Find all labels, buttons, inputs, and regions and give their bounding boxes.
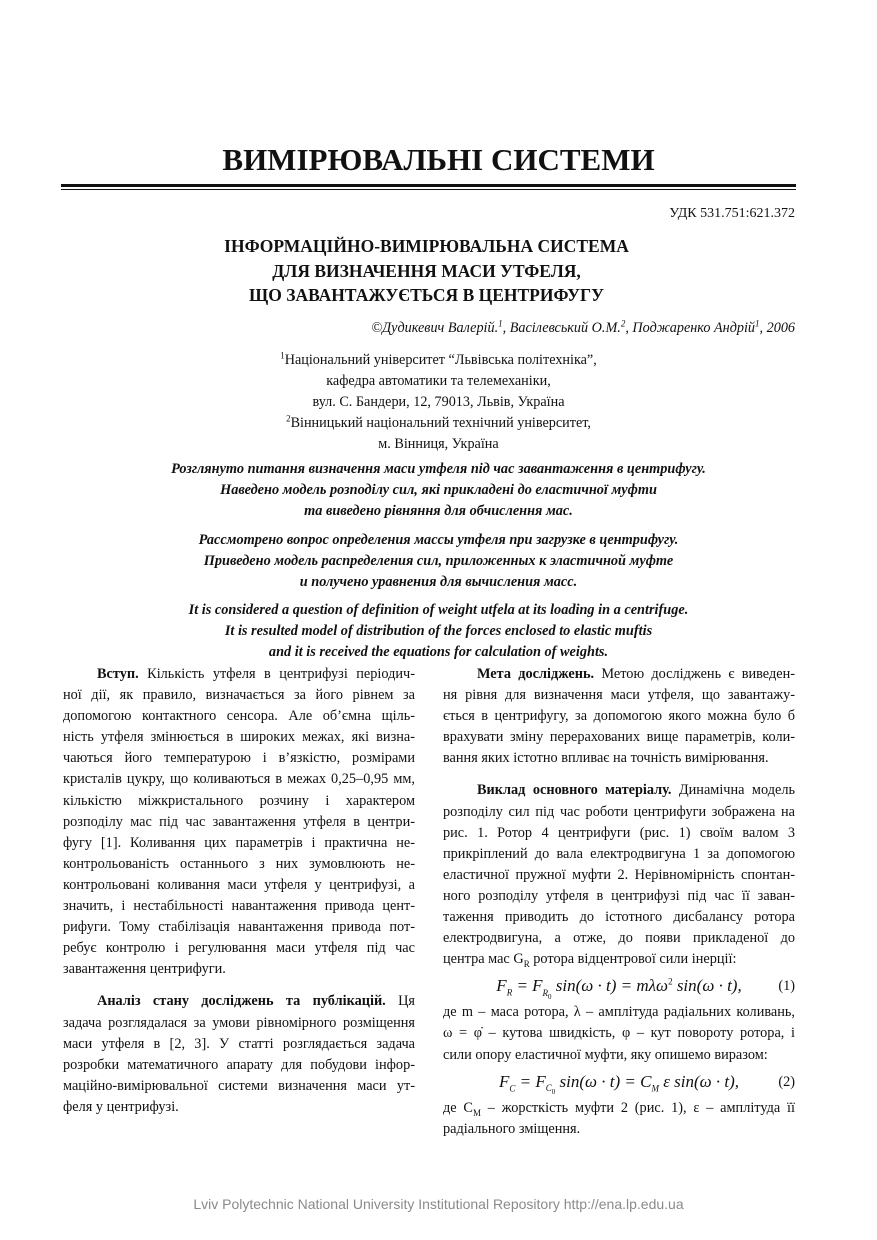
paragraph-line <box>443 780 795 801</box>
formula-subscript-text: R <box>542 987 549 998</box>
formula-subscript-index: 0 <box>548 992 552 1001</box>
line-text: Динамічна модель <box>671 782 795 799</box>
line-text: де C <box>443 1099 473 1116</box>
intro-heading: Вступ. <box>97 666 139 682</box>
left-column <box>63 664 415 1129</box>
paragraph-line: вання яких істотно впливає на точність вимірювання. <box>443 750 769 767</box>
formula-subscript: R <box>506 987 513 998</box>
formula-subscript: C <box>509 1082 516 1093</box>
paragraph-line <box>443 949 795 970</box>
paragraph-line: ність утфеля змінюється в широких межах, які визна- <box>63 729 415 746</box>
paragraph-line: розподілу мас під час завантаження утфеля в центри- <box>63 813 415 830</box>
formula-part: sin(ω · t) = C <box>555 1071 652 1091</box>
equation-1 <box>443 972 795 1000</box>
paragraph-line: електродвигуна, а отже, до появи прикладеної до <box>443 930 795 947</box>
abstract-line: and it is received the equations for calculation of weights. <box>268 644 609 660</box>
abstract-ukrainian <box>0 459 877 522</box>
paragraph-line: ребує контролю і регулювання маси утфеля під час <box>63 940 415 957</box>
paragraph-line: де m – маса ротора, λ – амплітуда радіальних коливань, <box>443 1004 795 1021</box>
abstract-russian <box>0 530 877 593</box>
affiliation-marker: 2 <box>286 413 291 424</box>
repository-footer: Lviv Polytechnic National University Institutional Repository http://ena.lp.edu.ua <box>193 1196 684 1212</box>
line-text: ротора відцентрової сили інерції: <box>529 951 737 968</box>
paragraph-line: розробки математичного апарату для побудови інфор- <box>63 1056 415 1073</box>
affiliation-text: Національний університет “Львівська політехніка”, <box>284 352 597 368</box>
affiliation-marker: 1 <box>280 350 285 361</box>
udk-code: УДК 531.751:621.372 <box>669 206 795 221</box>
title-line: ДЛЯ ВИЗНАЧЕННЯ МАСИ УТФЕЛЯ, <box>272 260 581 281</box>
paragraph-line: задача розглядалася за умови рівномірного розміщення <box>63 1014 415 1031</box>
affiliation-marker: 1 <box>755 318 760 329</box>
paragraph-line: ного розподілу утфеля в центрифузі під час її заван- <box>443 887 795 904</box>
abstract-line: Розглянуто питання визначення маси утфеля під час завантаження в центрифугу. <box>171 461 706 477</box>
abstract-line: Рассмотрено вопрос определения массы утфеля при загрузке в центрифугу. <box>198 532 679 548</box>
affiliation-line: вул. С. Бандери, 12, 79013, Львів, Україна <box>312 394 565 410</box>
after-equation-1-paragraph <box>443 1002 795 1065</box>
paragraph-line: прикріплений до вала електродвигуна 1 за допомогою <box>443 845 795 862</box>
paragraph-line: кількістю міжкристального розчину і характером <box>63 792 415 809</box>
analysis-paragraph <box>63 991 415 1118</box>
abstract-line: и получено уравнения для вычисления масс. <box>299 574 578 590</box>
abstract-line: та виведено рівняння для обчислення мас. <box>304 503 573 519</box>
paragraph-line: розподілу сил під час роботи центрифуги зображена на <box>443 803 795 820</box>
formula-part: = F <box>512 976 543 996</box>
journal-section-title: ВИМІРЮВАЛЬНІ СИСТЕМИ <box>222 142 655 177</box>
paragraph-line: еластичної пружної муфти 2. Нерівномірність спонтан- <box>443 866 795 883</box>
equation-number: (2) <box>778 1073 795 1090</box>
formula-symbol: F <box>498 1071 510 1091</box>
abstract-line: It is resulted model of distribution of the forces enclosed to elastic muftis <box>224 623 653 639</box>
paragraph-line: кристалів цукру, що коливаються в межах 0,25–0,95 мм, <box>63 771 415 788</box>
header-rule-thick <box>61 184 796 187</box>
paragraph-line <box>63 991 415 1012</box>
line-text: Метою досліджень є виведен- <box>594 666 795 682</box>
abstract-line: Наведено модель розподілу сил, які прикладені до еластичної муфти <box>220 482 657 498</box>
paragraph-line <box>443 664 795 685</box>
affiliation-line: м. Вінниця, Україна <box>378 436 499 452</box>
formula-subscript: M <box>651 1082 659 1093</box>
formula-part: ε sin(ω · t), <box>658 1071 740 1091</box>
author-name: Дудикевич Валерій. <box>382 320 499 336</box>
formula-exponent: 2 <box>668 976 673 987</box>
paragraph-line: врахувати зміну перерахованих вище параметрів, коли- <box>443 729 795 746</box>
paragraph-line: завантаження центрифуги. <box>63 961 226 978</box>
affiliation-line <box>0 350 877 371</box>
formula-part: sin(ω · t) = mλω <box>551 976 669 996</box>
paragraph-line <box>443 1098 795 1119</box>
paragraph-line: рис. 1. Ротор 4 центрифуги (рис. 1) своїм валом 3 <box>443 824 795 841</box>
paragraph-line: ної дії, як правило, визначається за його рівнем за <box>63 687 415 704</box>
abstract-english <box>0 600 877 663</box>
subscript: M <box>472 1107 481 1118</box>
paragraph-line: чаються його температурою і в’язкістю, розмірами <box>63 750 415 767</box>
paragraph-line: сили опору еластичної муфти, яку опишемо виразом: <box>443 1046 768 1063</box>
authors-line <box>371 320 795 337</box>
formula-subscript <box>542 987 552 1001</box>
abstract-line: It is considered a question of definition of weight utfela at its loading in a centrifuge. <box>188 602 689 618</box>
formula-subscript-text: C <box>545 1082 552 1093</box>
paragraph-line: ня рівня для визначення маси утфеля, що завантажу- <box>443 687 795 704</box>
abstract-line: Приведено модель распределения сил, приложенных к эластичной муфте <box>203 553 674 569</box>
subscript: R <box>523 959 530 970</box>
author-name: , Поджаренко Андрій <box>625 320 756 336</box>
intro-paragraph <box>63 664 415 980</box>
equation-2 <box>443 1068 795 1096</box>
copyright-symbol: © <box>371 320 383 336</box>
affiliation-line: кафедра автоматики та телемеханіки, <box>326 373 551 389</box>
publication-year: , 2006 <box>759 320 795 336</box>
formula-subscript-index: 0 <box>551 1087 556 1096</box>
paragraph-line: допомогою контактного сенсора. Але об’ємна щіль- <box>63 708 415 725</box>
affiliation-line <box>0 413 877 434</box>
article-title <box>0 234 877 308</box>
title-line: ІНФОРМАЦІЙНО-ВИМІРЮВАЛЬНА СИСТЕМА <box>224 236 629 256</box>
after-equation-2-paragraph <box>443 1098 795 1140</box>
paragraph-line: ω = φ̇ – кутова швидкість, φ – кут повороту ротора, і <box>443 1025 795 1042</box>
equation-number: (1) <box>778 978 795 995</box>
affiliations <box>0 350 877 455</box>
right-column <box>443 664 795 1151</box>
paragraph-line <box>63 664 415 685</box>
formula-part: = F <box>515 1071 546 1091</box>
main-heading: Виклад основного матеріалу. <box>477 782 672 799</box>
paragraph-line: значить, і нестабільності навантаження привода цент- <box>63 898 415 915</box>
paragraph-line: контрольовані коливання маси утфеля у центрифузі, а <box>63 876 415 893</box>
formula-subscript <box>545 1082 556 1096</box>
line-text: центра мас G <box>443 951 524 968</box>
affiliation-marker: 1 <box>498 318 503 329</box>
paragraph-line: радіального зміщення. <box>443 1120 581 1137</box>
affiliation-marker: 2 <box>620 318 626 329</box>
title-line: ЩО ЗАВАНТАЖУЄТЬСЯ В ЦЕНТРИФУГУ <box>249 285 604 305</box>
goal-paragraph <box>443 664 795 769</box>
main-paragraph <box>443 780 795 970</box>
line-text: Ця <box>385 993 415 1010</box>
paragraph-line: маційно-вимірювальної системи визначення маси ут- <box>63 1077 415 1094</box>
header-rule-thin <box>61 189 796 190</box>
analysis-heading: Аналіз стану досліджень та публікацій. <box>97 993 386 1010</box>
affiliation-text: Вінницький національний технічний університет, <box>290 415 591 431</box>
paragraph-line: феля у центрифузі. <box>63 1098 179 1115</box>
formula-part: sin(ω · t), <box>672 976 742 996</box>
paragraph-line: рифуги. Тому стабілізація навантаження привода пот- <box>63 919 415 936</box>
author-name: , Васілевський О.М. <box>502 320 621 336</box>
paragraph-line: таження приводить до істотного дисбалансу ротора <box>443 909 795 926</box>
paragraph-line: маси утфеля в [2, 3]. У статті розглядається задача <box>63 1035 415 1052</box>
formula-symbol: F <box>496 976 507 996</box>
paragraph-line: фугу [1]. Коливання цих параметрів і практична не- <box>63 834 415 851</box>
paragraph-line: контрольованість останнього з них зумовлюють не- <box>63 855 415 872</box>
line-text: – жорсткість муфти 2 (рис. 1), ε – амплітуда її <box>480 1099 795 1116</box>
paragraph-line: ється в центрифугу, за допомогою якого можна було б <box>443 708 795 725</box>
line-text: Кількість утфеля в центрифузі періодич- <box>138 666 415 682</box>
goal-heading: Мета досліджень. <box>477 666 595 682</box>
